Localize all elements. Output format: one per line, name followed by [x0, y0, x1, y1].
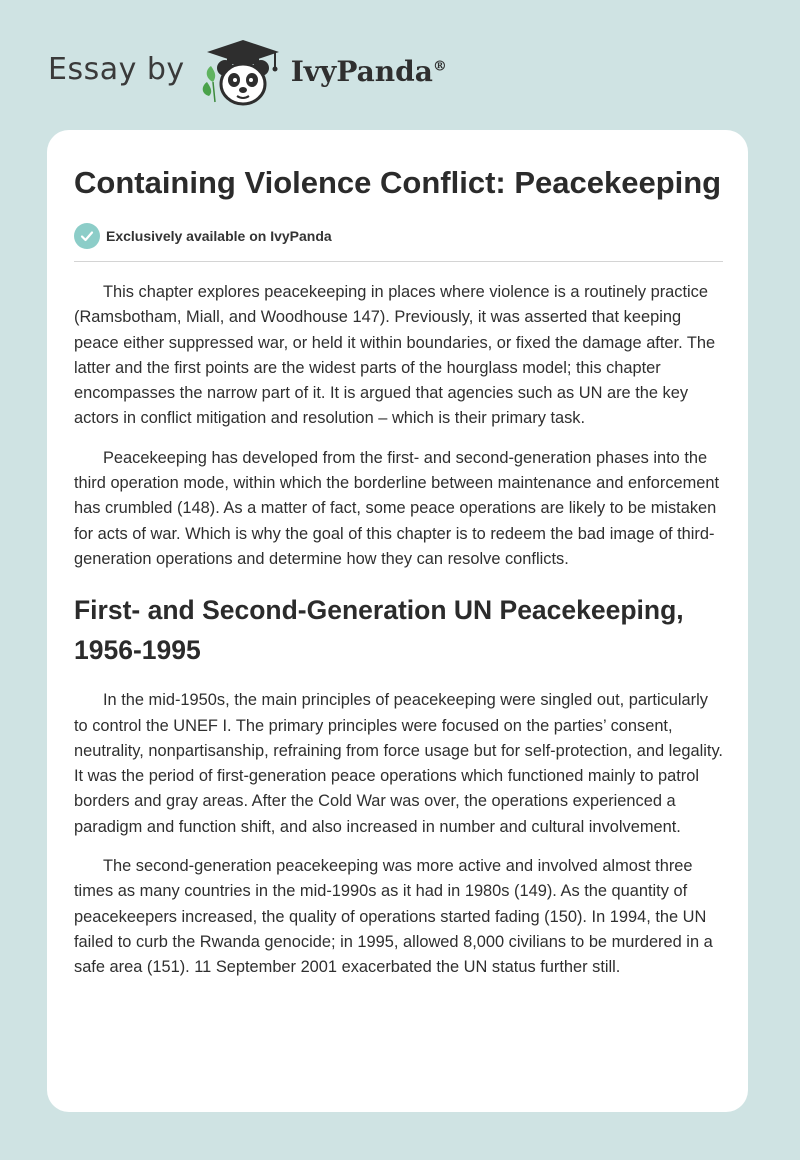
brand-header	[48, 38, 447, 108]
check-circle-icon	[74, 223, 100, 249]
paragraph: In the mid-1950s, the main principles of peacekeeping were singled out, particularly to control the UNEF I. The primary principles were focused on the parties’ consent, neutrality, nonpartisanship, refraining from force usage but for self-protection, and legality. It was the period of first-generation peace operations which functioned mainly to patrol borders and gray areas. After the Cold War was over, the operations experienced a paradigm and function shift, and also increased in number and cultural involvement.	[74, 691, 723, 836]
brand-registered-mark: ®	[432, 58, 447, 75]
brand-name[interactable]	[291, 55, 447, 88]
brand-name-text: IvyPanda	[290, 54, 433, 88]
badge-text: Exclusively available on IvyPanda	[106, 228, 332, 244]
exclusive-badge	[74, 223, 723, 249]
paragraph: Peacekeeping has developed from the first- and second-generation phases into the third operation mode, within which the borderline between maintenance and enforcement has crumbled (148). As a matter of fact, some peace operations are likely to be mistaken for acts of war. Which is why the goal of this chapter is to redeem the bad image of third-generation operations and determine how they can resolve conflicts.	[74, 448, 720, 568]
paragraph: This chapter explores peacekeeping in places where violence is a routinely practice (Ramsbotham, Miall, and Woodhouse 147). Previously, it was asserted that keeping peace either suppressed war, or held it within boundaries, or fixed the damage after. The latter and the first points are the widest parts of the hourglass model; this chapter encompasses the narrow part of it. It is argued that agencies such as UN are the key actors in conflict mitigation and resolution – which is their primary task.	[74, 283, 716, 428]
panda-logo-icon[interactable]	[199, 38, 285, 108]
divider	[74, 261, 723, 262]
brand-prefix: Essay by	[48, 51, 185, 87]
paragraph: The second-generation peacekeeping was more active and involved almost three times as many countries in the mid-1990s as it had in 1980s (149). As the quantity of peacekeepers increased, the quality of operations started fading (150). In 1994, the UN failed to curb the Rwanda genocide; in 1995, allowed 8,000 civilians to be murdered in a safe area (151). 11 September 2001 exacerbated the UN status further still.	[74, 857, 713, 977]
page-title: Containing Violence Conflict: Peacekeeping	[74, 165, 722, 200]
essay-content	[74, 162, 723, 981]
section-heading: First- and Second-Generation UN Peacekeeping, 1956-1995	[74, 595, 684, 666]
essay-card	[47, 130, 748, 1112]
